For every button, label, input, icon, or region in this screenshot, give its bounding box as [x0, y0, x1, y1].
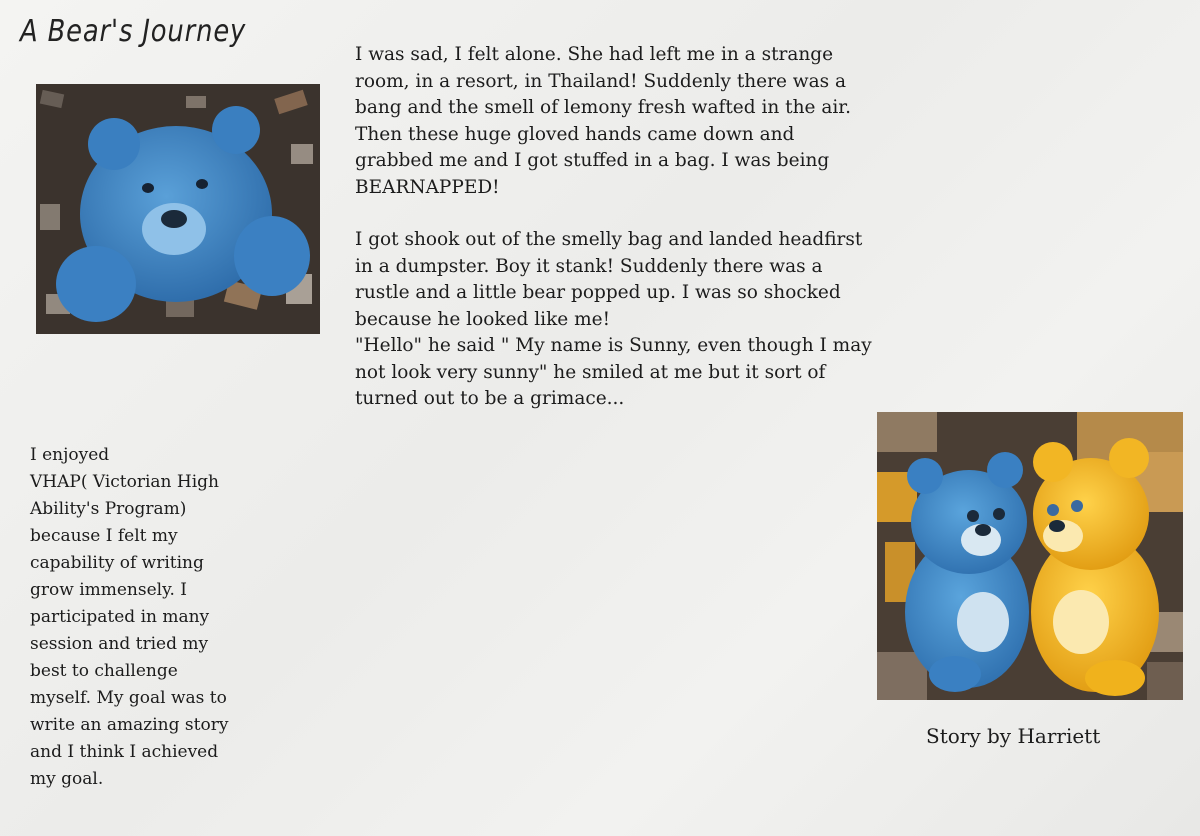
story-line: grabbed me and I got stuffed in a bag. I was being — [355, 150, 830, 171]
handwritten-title: A Bear's Journey — [20, 14, 247, 49]
reflection-line: grow immensely. I — [30, 580, 187, 600]
story-line: I got shook out of the smelly bag and landed headfirst — [355, 229, 863, 250]
story-line: turned out to be a grimace... — [355, 388, 625, 409]
reflection-line: Ability's Program) — [30, 499, 187, 519]
story-line: room, in a resort, in Thailand! Suddenly there was a — [355, 70, 847, 92]
story-line: BEARNAPPED! — [355, 176, 500, 198]
reflection-line: capability of writing — [30, 553, 204, 573]
reflection-line: and I think I achieved — [30, 742, 219, 762]
reflection-line: best to challenge — [30, 661, 178, 681]
story-line: bang and the smell of lemony fresh wafted in the air. — [355, 97, 851, 118]
reflection-line: my goal. — [30, 769, 104, 789]
story-paragraph — [355, 42, 965, 201]
story-text — [355, 42, 965, 413]
story-line: not look very sunny" he smiled at me but it sort of — [355, 361, 826, 383]
two-bears-photo — [877, 412, 1183, 700]
reflection-line: myself. My goal was to — [30, 688, 227, 708]
reflection-line: participated in many — [30, 607, 210, 627]
story-line: because he looked like me! — [355, 308, 611, 330]
story-line: in a dumpster. Boy it stank! Suddenly there was a — [355, 255, 823, 277]
reflection-line: write an amazing story — [30, 715, 229, 735]
story-line: rustle and a little bear popped up. I was so shocked — [355, 282, 841, 303]
story-line: "Hello" he said " My name is Sunny, even though I may — [355, 335, 872, 356]
reflection-line: I enjoyed — [30, 445, 110, 465]
reflection-line: because I felt my — [30, 526, 178, 546]
story-paragraph — [355, 227, 965, 413]
story-line: Then these huge gloved hands came down and — [355, 123, 795, 145]
reflection-line: VHAP( Victorian High — [30, 472, 220, 492]
author-byline: Story by Harriett — [926, 724, 1101, 748]
reflection-text — [30, 442, 280, 793]
story-line: I was sad, I felt alone. She had left me in a strange — [355, 44, 834, 65]
reflection-line: session and tried my — [30, 634, 209, 654]
blue-bear-photo — [36, 84, 320, 334]
